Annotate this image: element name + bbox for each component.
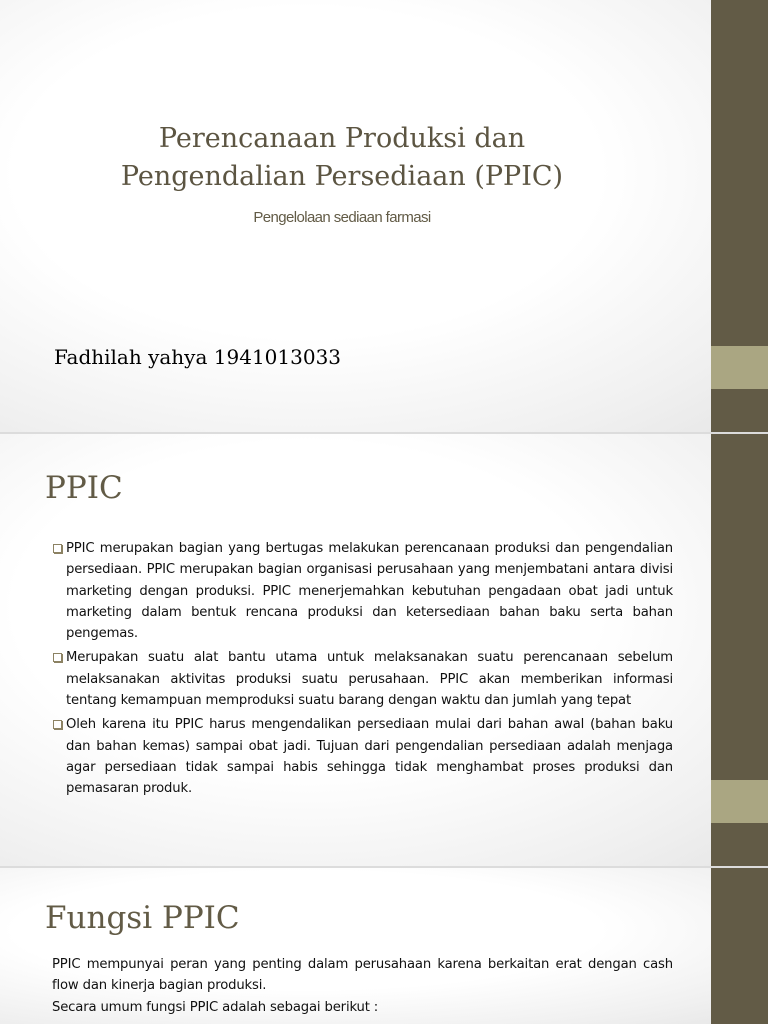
sidebar-band xyxy=(711,868,768,1024)
slide-heading: PPIC xyxy=(45,470,123,506)
slide-subtitle: Pengelolaan sediaan farmasi xyxy=(253,209,431,226)
bullet-text: PPIC merupakan bagian yang bertugas melakukan perencanaan produksi dan pengendalian persediaan. PPIC merupakan bagian organisasi perusahaan yang menjembatani antara divisi marketing dengan produksi. PPIC menerjemahkan kebutuhan pengadaan obat jadi untuk marketing dalam bentuk rencana produksi dan ketersediaan bahan baku serta bahan pengemas. xyxy=(66,541,673,642)
ppic-slide xyxy=(0,434,768,866)
checkbox-bullet-icon xyxy=(53,544,62,553)
body-paragraph: PPIC mempunyai peran yang penting dalam perusahaan karena berkaitan erat dengan cash flow dan kinerja bagian produksi. xyxy=(52,957,673,993)
bullet-list xyxy=(52,538,673,803)
bullet-text: Oleh karena itu PPIC harus mengendalikan persediaan mulai dari bahan awal (bahan baku dan bahan kemas) sampai obat jadi. Tujuan dari pengendalian persediaan adalah menjaga agar persediaan tidak sampai habis sehingga tidak menghambat proses produksi dan pemasaran produk. xyxy=(66,717,673,797)
checkbox-bullet-icon xyxy=(53,653,62,662)
title-line-1: Perencanaan Produksi dan xyxy=(158,123,526,154)
slide-title xyxy=(80,120,604,196)
slide-body xyxy=(52,954,673,1019)
sidebar-accent xyxy=(711,780,768,823)
sidebar-accent xyxy=(711,346,768,389)
title-slide xyxy=(0,0,768,432)
list-item xyxy=(52,538,673,644)
checkbox-bullet-icon xyxy=(53,720,62,729)
list-item xyxy=(52,647,673,711)
body-paragraph: Secara umum fungsi PPIC adalah sebagai berikut : xyxy=(52,1000,379,1015)
title-line-2: Pengendalian Persediaan (PPIC) xyxy=(120,161,564,192)
fungsi-slide xyxy=(0,868,768,1024)
author-line: Fadhilah yahya 1941013033 xyxy=(54,345,342,369)
list-item xyxy=(52,714,673,799)
slide-heading: Fungsi PPIC xyxy=(45,900,240,936)
bullet-text: Merupakan suatu alat bantu utama untuk melaksanakan suatu perencanaan sebelum melaksanakan aktivitas produksi suatu perusahaan. PPIC akan memberikan informasi tentang kemampuan memproduksi suatu barang dengan waktu dan jumlah yang tepat xyxy=(66,650,673,709)
